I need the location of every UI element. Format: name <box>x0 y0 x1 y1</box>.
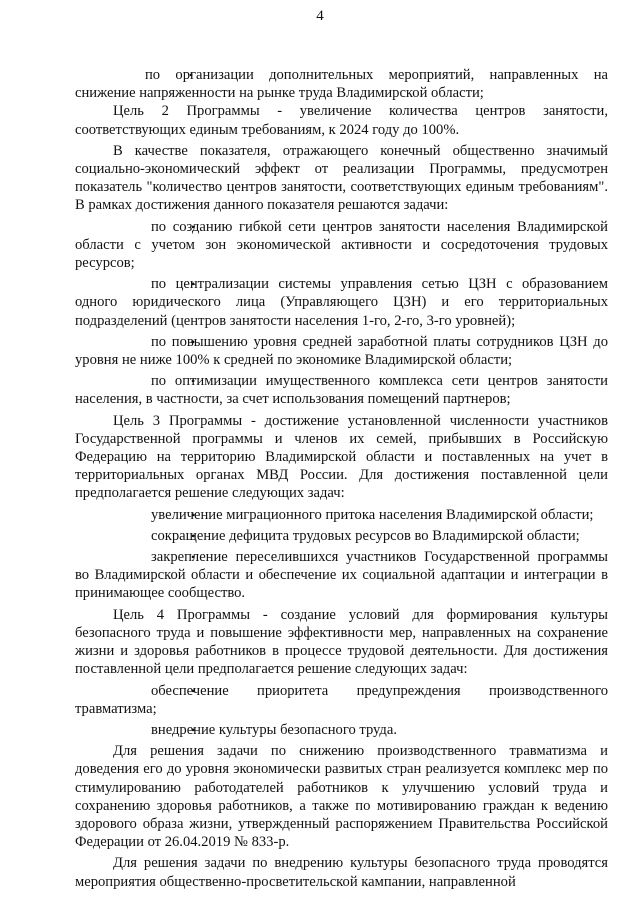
bullet-item: • увеличение миграционного притока населения Владимирской области; <box>75 506 608 524</box>
bullet-item: • сокращение дефицита трудовых ресурсов во Владимирской области; <box>75 527 608 545</box>
bullet-item: • по централизации системы управления сетью ЦЗН с образованием одного юридического лица (Управляющего ЦЗН) и его территориальных подразделений (центров занятости населения 1-го, 2-го, 3-го уровней); <box>75 275 608 330</box>
bullet-item: • внедрение культуры безопасного труда. <box>75 721 608 739</box>
paragraph: Для решения задачи по внедрению культуры безопасного труда проводятся мероприятия общественно-просветительской кампании, направленной <box>75 855 608 890</box>
page-number: 4 <box>316 8 324 24</box>
paragraph: Для решения задачи по снижению производственного травматизма и доведения его до уровня экономически развитых стран реализуется комплекс мер по стимулированию работодателей работников к улучшению условий труда и сохранению здоровья работников, а также по мотивированию граждан к ведению здорового образа жизни, утвержденный распоряжением Правительства Российской Федерации от 26.04.2019 № 833-р. <box>75 743 608 851</box>
bullet-item: • по оптимизации имущественного комплекса сети центров занятости населения, в частности, за счет использования помещений партнеров; <box>75 372 608 408</box>
bullet-item: • по организации дополнительных мероприятий, направленных на снижение напряженности на рынке труда Владимирской области; <box>75 66 608 102</box>
bullet-item: • по повышению уровня средней заработной платы сотрудников ЦЗН до уровня не ниже 100% к средней по экономике Владимирской области; <box>75 333 608 369</box>
bullet-item: • обеспечение приоритета предупреждения производственного травматизма; <box>75 682 608 718</box>
paragraph: Цель 2 Программы - увеличение количества центров занятости, соответствующих единым требованиям, к 2024 году до 100%. <box>75 103 608 138</box>
paragraph: В качестве показателя, отражающего конечный общественно значимый социально-экономический эффект от реализации Программы, предусмотрен показатель "количество центров занятости, соответствующих единым требованиям". В рамках достижения данного показателя решаются задачи: <box>75 142 608 214</box>
document-body <box>75 66 608 891</box>
paragraph: Цель 4 Программы - создание условий для формирования культуры безопасного труда и повышение эффективности мер, направленных на сохранение жизни и здоровья работников в процессе трудовой деятельности. Для достижения поставленной цели предполагается решение следующих задач: <box>75 606 608 678</box>
bullet-item: • закрепление переселившихся участников Государственной программы во Владимирской области и обеспечение их социальной адаптации и интеграции в принимающее сообщество. <box>75 548 608 603</box>
bullet-item: • по созданию гибкой сети центров занятости населения Владимирской области с учетом зон экономической активности и сосредоточения трудовых ресурсов; <box>75 218 608 273</box>
paragraph: Цель 3 Программы - достижение установленной численности участников Государственной программы и членов их семей, прибывших в Российскую Федерацию на территорию Владимирской области и поставленных на учет в территориальных органах МВД России. Для достижения поставленной цели предполагается решение следующих задач: <box>75 412 608 502</box>
